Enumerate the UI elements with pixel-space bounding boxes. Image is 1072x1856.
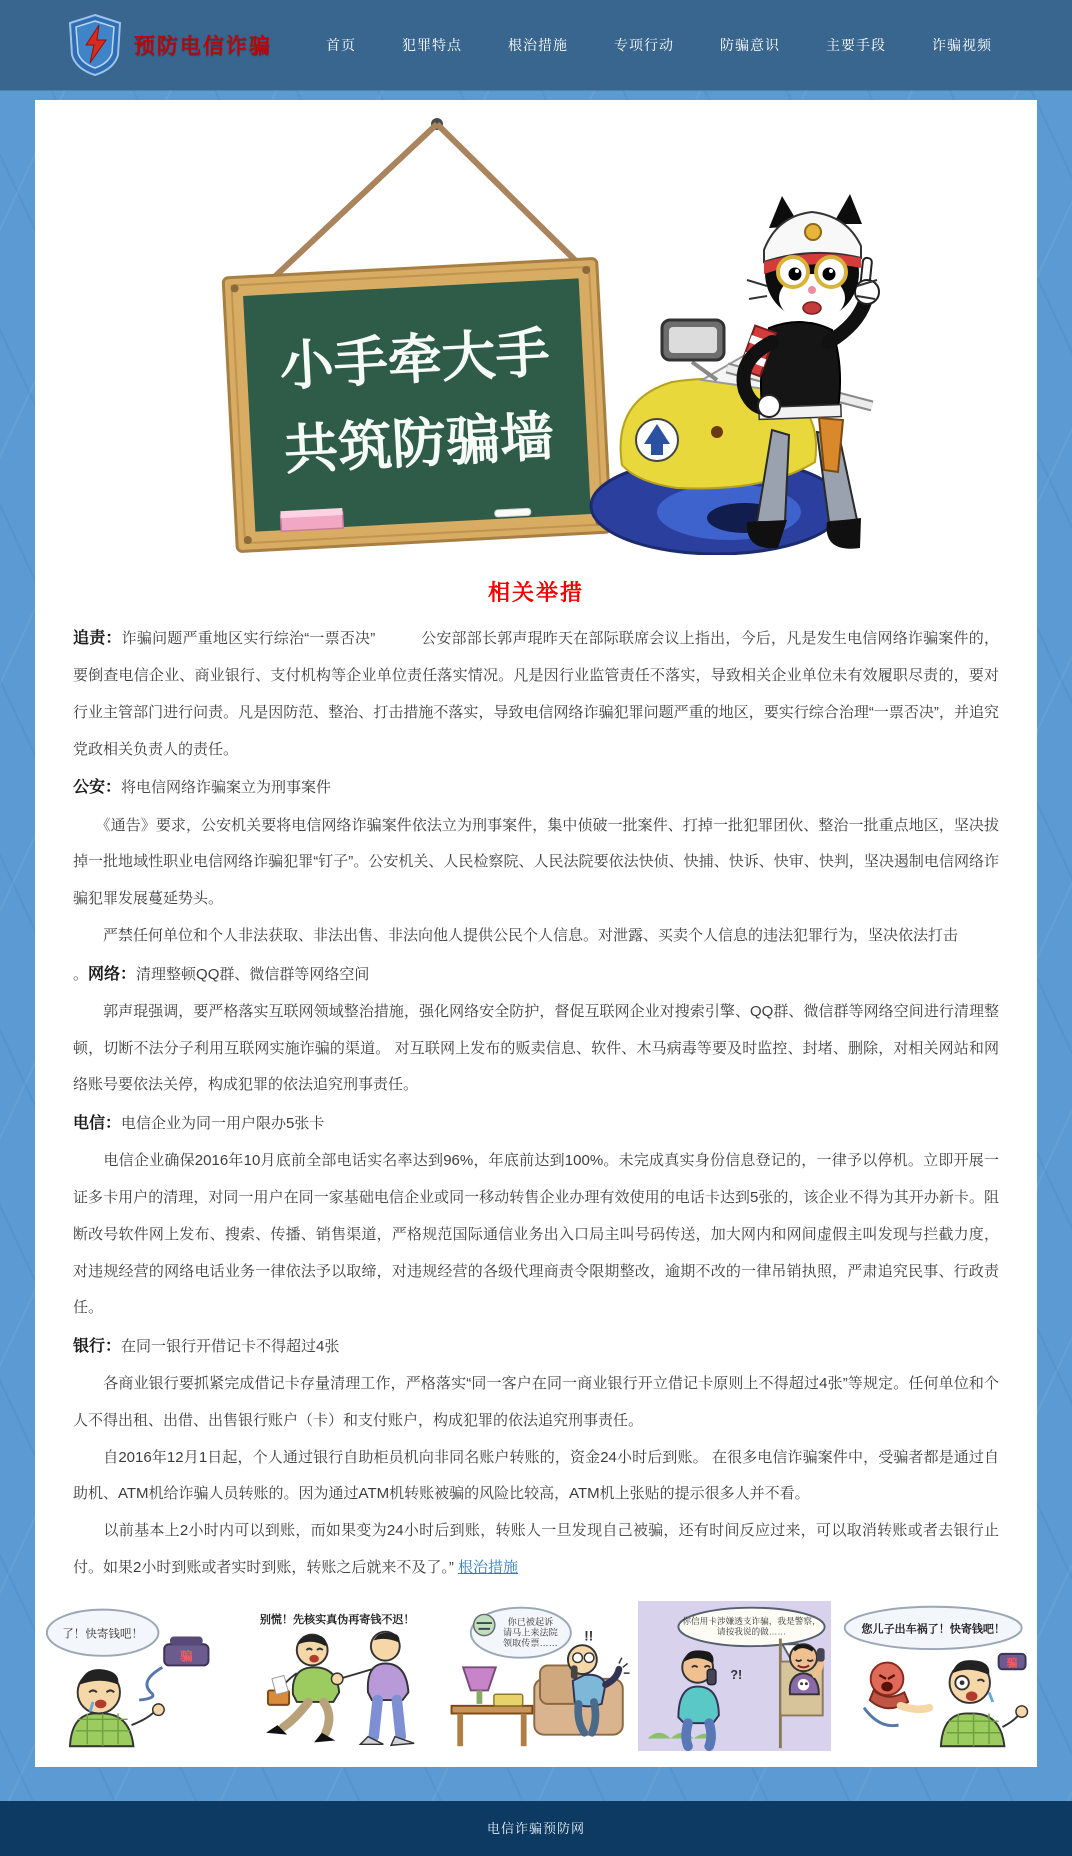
blackboard <box>223 258 611 551</box>
paragraph-label: 公安： <box>73 779 122 797</box>
lamp-icon <box>463 1667 496 1690</box>
article-paragraph <box>73 808 999 918</box>
paragraph-label: 电信： <box>73 1115 122 1133</box>
paragraph-text: 郭声琨强调，要严格落实互联网领域整治措施，强化网络安全防护，督促互联网企业对搜索引擎、QQ群、微信群等网络空间进行清理整顿，切断不法分子利用互联网实施诈骗的渠道。 对互联网上发布的贩卖信息、软件、木马病毒等要及时监控、封堵、删除，对相关网站和网络账号要依法关停，构成犯罪的依法追究刑事责任。 <box>73 1002 999 1094</box>
article-paragraph <box>73 1440 999 1514</box>
nav-item-home[interactable]: 首页 <box>326 37 356 53</box>
comic-court-summons-scam-call <box>440 1601 632 1751</box>
comic-friend-stops-transfer <box>241 1601 433 1751</box>
hero-illustration <box>35 100 1037 558</box>
cellphone-icon <box>707 1669 716 1684</box>
paragraph-text: 在同一银行开借记卡不得超过4张 <box>121 1338 340 1355</box>
nav-item-main-methods[interactable]: 主要手段 <box>826 37 886 53</box>
paragraph-text: 严禁任何单位和个人非法获取、非法出售、非法向他人提供公民个人信息。对泄露、买卖个人信息的违法犯罪行为，坚决依法打击 <box>73 926 959 944</box>
article-paragraph <box>73 1513 999 1587</box>
board-text-line2: 共筑防骗墙 <box>282 406 556 481</box>
article-body <box>35 619 1037 1591</box>
footer-site-name: 电信诈骗预防网 <box>486 1820 585 1836</box>
holster <box>819 418 843 472</box>
article-paragraph <box>73 1366 999 1440</box>
paragraph-text: 各商业银行要抓紧完成借记卡存量清理工作，严格落实“同一客户在同一商业银行开立借记卡原则上不得超过4张”等规定。任何单位和个人不得出租、出借、出售银行账户（卡）和支付账户，构成犯罪的依法追究刑事责任。 <box>73 1375 999 1429</box>
exclaim-text: ?! <box>730 1667 743 1682</box>
article-paragraph <box>73 619 999 768</box>
root-out-measures-link[interactable]: 根治措施 <box>458 1558 519 1576</box>
bubble-line1: 你信用卡涉嫌透支诈骗，我是警察， <box>682 1615 821 1626</box>
article-paragraph <box>73 1327 999 1366</box>
paragraph-text: 电信企业为同一用户限办5张卡 <box>121 1115 325 1133</box>
site-title: 预防电信诈骗 <box>134 35 272 58</box>
footer <box>0 1801 1072 1856</box>
paragraph-text: 。 <box>73 965 89 983</box>
paragraph-text: 电信企业确保2016年10月底前全部电话实名率达到96%，年底前达到100%。未完成真实身份信息登记的，一律予以停机。立即开展一证多卡用户的清理，对同一用户在同一家基础电信企业或同一移动转售企业办理有效使用的电话卡达到5张的，该企业不得为其开办新卡。阻断改号软件网上发布、搜索、传播、销售渠道，严格规范国际通信业务出入口局主叫号码传送，加大网内和网间虚假主叫发现与拦截力度，对违规经营的网络电话业务一律依法予以取缔，对违规经营的各级代理商责令限期整改，逾期不改的一律吊销执照，严肃追究民事、行政责任。 <box>73 1152 999 1317</box>
main-nav <box>326 35 992 55</box>
bubble-line2: 请按我说的做…… <box>717 1626 787 1637</box>
paragraph-label: 追责： <box>73 630 122 647</box>
bubble-line1: 你已被起诉 <box>507 1616 554 1627</box>
comic-car-accident-scam-call <box>837 1601 1029 1751</box>
paragraph-text: 清理整顿QQ群、微信群等网络空间 <box>136 965 370 983</box>
phone-fraud-label: 骗 <box>180 1649 193 1664</box>
article-paragraph <box>73 768 999 807</box>
shield-lightning-icon <box>66 13 124 77</box>
thief-icon <box>473 1614 494 1635</box>
chalk <box>495 508 531 517</box>
board-text-line1: 小手牵大手 <box>278 323 552 398</box>
telephone-icon <box>494 1694 523 1706</box>
article-paragraph <box>73 1104 999 1143</box>
nav-item-crime-features[interactable]: 犯罪特点 <box>402 37 462 53</box>
article-paragraph <box>73 955 999 994</box>
nav-item-root-out-measures[interactable]: 根治措施 <box>508 37 568 53</box>
comic-credit-card-scam-call <box>638 1601 830 1751</box>
hat-badge-icon <box>805 224 821 240</box>
site-logo[interactable] <box>66 13 272 77</box>
comic-victim-urged-to-send-money <box>43 1601 235 1751</box>
bubble-text: 您儿子出车祸了！快寄钱吧！ <box>861 1623 1005 1636</box>
article-paragraph <box>73 918 999 955</box>
paragraph-text: 诈骗问题严重地区实行综治“一票否决” 公安部部长郭声琨昨天在部际联席会议上指出，今后，凡是发生电信网络诈骗案件的，要倒查电信企业、商业银行、支付机构等企业单位责任落实情况。凡是因行业监管责任不落实，导致相关企业单位未有效履职尽责的，要对行业主管部门进行问责。凡是因防范、整治、打击措施不落实，导致电信网络诈骗犯罪问题严重的地区，要实行综合治理“一票否决”，并追究党政相关负责人的责任。 <box>73 630 999 758</box>
content-panel <box>35 100 1037 1767</box>
nav-item-fraud-videos[interactable]: 诈骗视频 <box>932 37 992 53</box>
bubble-line2: 请马上来法院 <box>502 1627 558 1638</box>
blackboard-and-cat-illustration <box>117 110 897 555</box>
svg-text:!!: !! <box>584 1628 594 1644</box>
bubble-text: 别慌！先核实真伪再寄钱不迟！ <box>260 1613 415 1626</box>
phone-fraud-label: 骗 <box>1006 1657 1018 1670</box>
paragraph-text: 自2016年12月1日起，个人通过银行自助柜员机向非同名账户转账的，资金24小时后到账。 在很多电信诈骗案件中，受骗者都是通过自助机、ATM机给诈骗人员转账的。因为通过ATM机转账被骗的风险比较高，ATM机上张贴的提示很多人并不看。 <box>73 1448 999 1503</box>
nav-item-anti-fraud-awareness[interactable]: 防骗意识 <box>720 37 780 53</box>
paragraph-label: 银行： <box>73 1338 122 1355</box>
article-paragraph <box>73 1143 999 1327</box>
bubble-line3: 领取传票…… <box>502 1637 558 1648</box>
bubble-text: 了！快寄钱吧！ <box>62 1628 144 1641</box>
article-paragraph <box>73 994 999 1104</box>
comic-strip-row <box>35 1591 1037 1767</box>
paragraph-label: 网络： <box>88 965 137 983</box>
rope <box>269 124 583 282</box>
nav-item-special-action[interactable]: 专项行动 <box>614 37 674 53</box>
header <box>0 0 1072 90</box>
paragraph-text: 将电信网络诈骗案立为刑事案件 <box>121 779 332 797</box>
article-title: 相关举措 <box>487 580 584 605</box>
paragraph-text: 《通告》要求，公安机关要将电信网络诈骗案件依法立为刑事案件，集中侦破一批案件、打掉一批犯罪团伙、整治一批重点地区，坚决拔掉一批地域性职业电信网络诈骗犯罪“钉子”。公安机关、人民检察院、人民法院要依法快侦、快捕、快诉、快审、快判，坚决遏制电信网络诈骗犯罪发展蔓延势头。 <box>73 816 999 908</box>
paragraph-text: 以前基本上2小时内可以到账，而如果变为24小时后到账，转账人一旦发现自己被骗，还有时间反应过来，可以取消转账或者去银行止付。如果2小时到账或者实时到账，转账之后就来不及了。” <box>73 1522 999 1576</box>
